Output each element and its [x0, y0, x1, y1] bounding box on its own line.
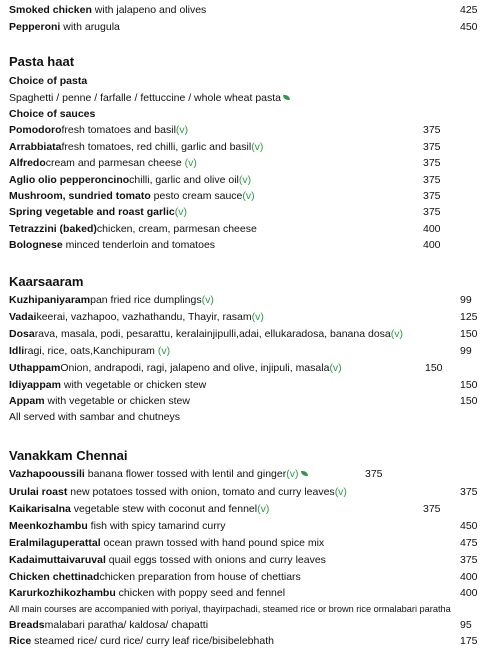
item-price: 150: [460, 395, 478, 407]
item-name: Kuzhipaniyaram: [9, 294, 91, 306]
choice-sauces-label: Choice of sauces: [9, 108, 96, 120]
item-price: 425: [460, 4, 478, 16]
veg-mark: (v): [174, 206, 187, 218]
menu-item-spring-vegetable: [9, 204, 486, 220]
item-price: 475: [460, 537, 478, 549]
chennai-note: All main courses are accompanied with poriyal, thayirpachadi, steamed rice or brown rice ormalabari paratha: [9, 604, 451, 614]
menu-item-bolognese: [9, 237, 486, 253]
item-desc: fresh tomatoes and basil: [61, 124, 176, 136]
item-name: Vadai: [9, 311, 37, 323]
menu-item-meenkozhambu: [9, 518, 486, 534]
item-name: Kaikarisalna: [9, 503, 71, 515]
menu-item-uthappam: [9, 360, 486, 376]
item-desc: malabari paratha/ kaldosa/ chapatti: [44, 619, 209, 631]
item-name: Pomodoro: [9, 124, 62, 136]
item-desc: chicken preparation from house of chettiars: [99, 571, 301, 583]
veg-mark: (v): [286, 468, 299, 480]
item-desc: chilli, garlic and olive oil: [129, 174, 239, 186]
veg-mark: (v): [251, 141, 264, 153]
veg-mark: (v): [329, 362, 342, 374]
item-desc: with vegetable or chicken stew: [44, 395, 190, 407]
veg-mark: (v): [184, 157, 197, 169]
item-price: 375: [365, 468, 383, 480]
item-name: Eralmilaguperattal: [9, 537, 101, 549]
menu-item-smoked-chicken: [9, 2, 486, 18]
section-title-chennai: Vanakkam Chennai: [9, 448, 128, 463]
choice-pasta-label: Choice of pasta: [9, 75, 88, 87]
item-desc: rava, masala, podi, pesarattu, keralainjipulli,adai, ellukaradosa, banana dosa: [34, 328, 391, 340]
item-desc: banana flower tossed with lentil and ginger: [84, 468, 287, 480]
veg-mark: (v): [157, 345, 171, 357]
item-price: 450: [460, 21, 478, 33]
item-name: Tetrazzini (baked): [9, 223, 97, 235]
item-price: 375: [423, 206, 441, 218]
menu-item-vadai: [9, 309, 486, 325]
item-price: 375: [423, 141, 441, 153]
pasta-options: [9, 90, 290, 106]
item-price: 400: [460, 571, 478, 583]
item-name: Chicken chettinad: [9, 571, 100, 583]
item-name: Urulai roast: [9, 486, 68, 498]
item-name: Bolognese: [9, 239, 63, 251]
item-name: Idli: [9, 345, 25, 357]
veg-mark: (v): [242, 190, 255, 202]
item-price: 375: [460, 486, 478, 498]
item-desc: quail eggs tossed with onions and curry leaves: [105, 554, 326, 566]
item-desc: cream and parmesan cheese: [45, 157, 185, 169]
item-price: 175: [460, 635, 478, 647]
item-name: Dosa: [9, 328, 35, 340]
item-desc: fresh tomatoes, red chilli, garlic and basil: [61, 141, 252, 153]
item-desc: minced tenderloin and tomatoes: [62, 239, 216, 251]
menu-item-vazhapooussili: [9, 466, 486, 482]
veg-mark: (v): [334, 486, 347, 498]
veg-mark: (v): [201, 294, 214, 306]
item-name: Vazhapooussili: [9, 468, 85, 480]
menu-item-tetrazzini: [9, 221, 486, 237]
veg-mark: (v): [175, 124, 189, 136]
menu-item-appam: [9, 393, 486, 409]
item-name: Alfredo: [9, 157, 46, 169]
veg-mark: (v): [251, 311, 264, 323]
item-desc: pesto cream sauce: [150, 190, 243, 202]
veg-leaf-icon: [283, 95, 290, 100]
item-desc: Onion, andrapodi, ragi, jalapeno and olive, injipuli, masala: [60, 362, 330, 374]
veg-mark: (v): [390, 328, 403, 340]
item-price: 125: [460, 311, 478, 323]
item-desc: chicken with poppy seed and fennel: [115, 587, 286, 599]
item-price: 99: [460, 294, 472, 306]
item-price: 99: [460, 345, 472, 357]
item-desc: vegetable stew with coconut and fennel: [70, 503, 258, 515]
item-name: Smoked chicken: [9, 4, 92, 16]
item-desc: pan fried rice dumplings: [90, 294, 202, 306]
menu-item-pepperoni: [9, 19, 486, 35]
item-name: Idiyappam: [9, 379, 61, 391]
item-name: Kadaimuttaivaruval: [9, 554, 106, 566]
menu-item-breads: [9, 617, 486, 633]
menu-item-idli: [9, 343, 486, 359]
item-name: Karurkozhikozhambu: [9, 587, 116, 599]
item-price: 400: [423, 239, 441, 251]
item-price: 375: [423, 124, 441, 136]
veg-mark: (v): [257, 503, 270, 515]
menu-item-kuzhipaniyaram: [9, 292, 486, 308]
item-name: Breads: [9, 619, 45, 631]
item-desc: with arugula: [60, 21, 120, 33]
menu-item-urulai-roast: [9, 484, 486, 500]
item-price: 450: [460, 520, 478, 532]
item-desc: steamed rice/ curd rice/ curry leaf rice/bisibelebhath: [31, 635, 274, 647]
menu-item-chicken-chettinad: [9, 569, 486, 585]
item-name: Mushroom, sundried tomato: [9, 190, 151, 202]
menu-item-karurkozhikozhambu: [9, 585, 486, 601]
pasta-options-text: Spaghetti / penne / farfalle / fettuccine / whole wheat pasta: [9, 92, 282, 104]
menu-item-aglio-olio: [9, 172, 486, 188]
menu-item-dosa: [9, 326, 486, 342]
menu-item-kadaimuttaivaruval: [9, 552, 486, 568]
item-price: 150: [460, 379, 478, 391]
item-price: 150: [425, 362, 443, 374]
item-desc: keerai, vazhapoo, vazhathandu, Thayir, rasam: [36, 311, 252, 323]
menu-item-rice: [9, 633, 486, 649]
item-name: Pepperoni: [9, 21, 61, 33]
item-desc: new potatoes tossed with onion, tomato and curry leaves: [67, 486, 335, 498]
kaarsaaram-note: All served with sambar and chutneys: [9, 411, 180, 423]
item-price: 400: [423, 223, 441, 235]
item-price: 375: [460, 554, 478, 566]
item-price: 400: [460, 587, 478, 599]
menu-item-arrabbiata: [9, 139, 486, 155]
menu-item-alfredo: [9, 155, 486, 171]
item-name: Appam: [9, 395, 45, 407]
item-price: 375: [423, 503, 441, 515]
menu-item-kaikarisalna: [9, 501, 486, 517]
item-price: 150: [460, 328, 478, 340]
item-name: Meenkozhambu: [9, 520, 88, 532]
menu-item-pomodoro: [9, 122, 486, 138]
item-desc: chicken, cream, parmesan cheese: [96, 223, 257, 235]
veg-leaf-icon: [301, 471, 308, 476]
section-title-pasta: Pasta haat: [9, 54, 75, 69]
item-price: 95: [460, 619, 472, 631]
item-name: Arrabbiata: [9, 141, 62, 153]
menu-item-mushroom: [9, 188, 486, 204]
section-title-kaarsaaram: Kaarsaaram: [9, 274, 84, 289]
item-name: Spring vegetable and roast garlic: [9, 206, 175, 218]
item-desc: ragi, rice, oats,Kanchipuram: [24, 345, 158, 357]
item-price: 375: [423, 174, 441, 186]
item-desc: with vegetable or chicken stew: [60, 379, 207, 391]
item-desc: ocean prawn tossed with hand pound spice mix: [100, 537, 325, 549]
item-name: Uthappam: [9, 362, 61, 374]
item-name: Rice: [9, 635, 32, 647]
menu-item-eralmilaguperattal: [9, 535, 486, 551]
item-name: Aglio olio pepperoncino: [9, 174, 130, 186]
item-desc: with jalapeno and olives: [91, 4, 207, 16]
item-price: 375: [423, 157, 441, 169]
item-desc: fish with spicy tamarind curry: [87, 520, 226, 532]
item-price: 375: [423, 190, 441, 202]
menu-item-idiyappam: [9, 377, 486, 393]
veg-mark: (v): [238, 174, 252, 186]
